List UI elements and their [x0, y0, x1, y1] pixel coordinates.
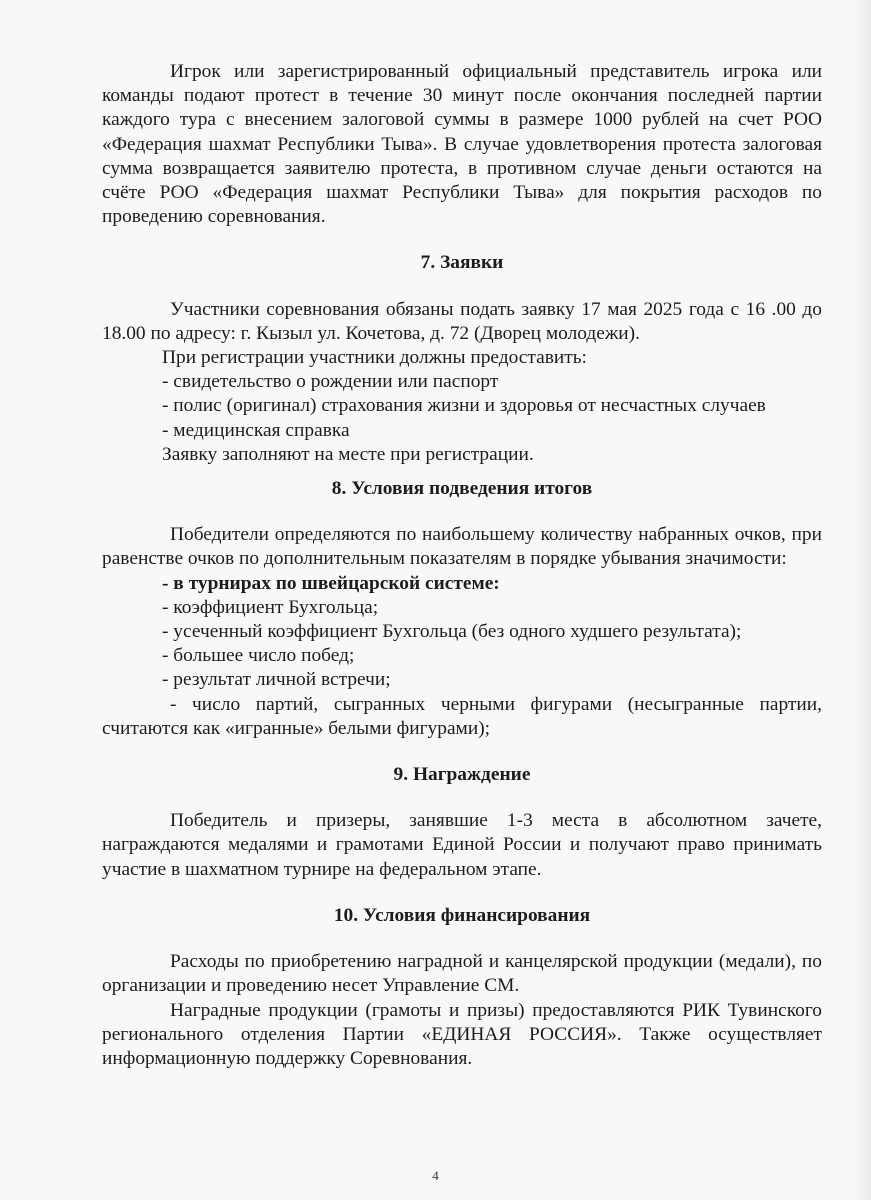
section-10-heading: 10. Условия финансирования — [333, 904, 591, 926]
section-7-heading: 7. Заявки — [420, 252, 504, 274]
section-7-docs-intro: При регистрации участники должны предоставить: — [162, 347, 587, 369]
section-7-intro: Участники соревнования обязаны подать заявку 17 мая 2025 года с 16 .00 до 18.00 по адресу: г. Кызыл ул. Кочетова, д. 72 (Дворец молодежи). — [102, 298, 822, 344]
list-item: - большее число побед; — [162, 645, 355, 667]
section-10-paragraph-1: Расходы по приобретению наградной и канцелярской продукции (медали), по организации и проведению несет Управление СМ. — [102, 951, 822, 997]
section-9-paragraph: Победитель и призеры, занявшие 1-3 места в абсолютном зачете, награждаются медалями и грамотами Единой России и получают право принимать участие в шахматном турнире на федеральном этапе. — [102, 810, 822, 880]
page-edge-shadow — [853, 0, 871, 1200]
section-8-intro: Победители определяются по наибольшему количеству набранных очков, при равенстве очков по дополнительным показателям в порядке убывания значимости: — [102, 524, 822, 570]
list-item: - результат личной встречи; — [162, 669, 391, 691]
list-item: - коэффициент Бухгольца; — [162, 596, 379, 618]
list-item: - медицинская справка — [162, 419, 350, 441]
section-8-heading: 8. Условия подведения итогов — [331, 478, 593, 500]
section-9-heading: 9. Награждение — [393, 764, 531, 786]
protest-paragraph: Игрок или зарегистрированный официальный представитель игрока или команды подают протест в течение 30 минут после окончания последней партии каждого тура с внесением залоговой суммы в размере 1000 рублей на счет РОО «Федерация шахмат Республики Тыва». В случае удовлетворения протеста залоговая сумма возвращается заявителю протеста, в противном случае деньги остаются на счёте РОО «Федерация шахмат Республики Тыва» для покрытия расходов по проведению соревнования. — [102, 61, 822, 228]
list-item: - усеченный коэффициент Бухгольца (без одного худшего результата); — [162, 621, 742, 643]
page-number: 4 — [432, 1168, 439, 1183]
swiss-system-label: - в турнирах по швейцарской системе: — [162, 572, 500, 594]
section-10-paragraph-2: Наградные продукции (грамоты и призы) предоставляются РИК Тувинского регионального отделения Партии «ЕДИНАЯ РОССИЯ». Также осуществляет информационную поддержку Соревнования. — [102, 999, 822, 1069]
page-content — [102, 60, 822, 1071]
list-item: - число партий, сыгранных черными фигурами (несыгранные партии, считаются как «игранные» белыми фигурами); — [102, 693, 822, 739]
list-item: - свидетельство о рождении или паспорт — [162, 371, 499, 393]
section-7-outro: Заявку заполняют на месте при регистрации. — [162, 443, 534, 465]
list-item: - полис (оригинал) страхования жизни и здоровья от несчастных случаев — [162, 395, 766, 417]
